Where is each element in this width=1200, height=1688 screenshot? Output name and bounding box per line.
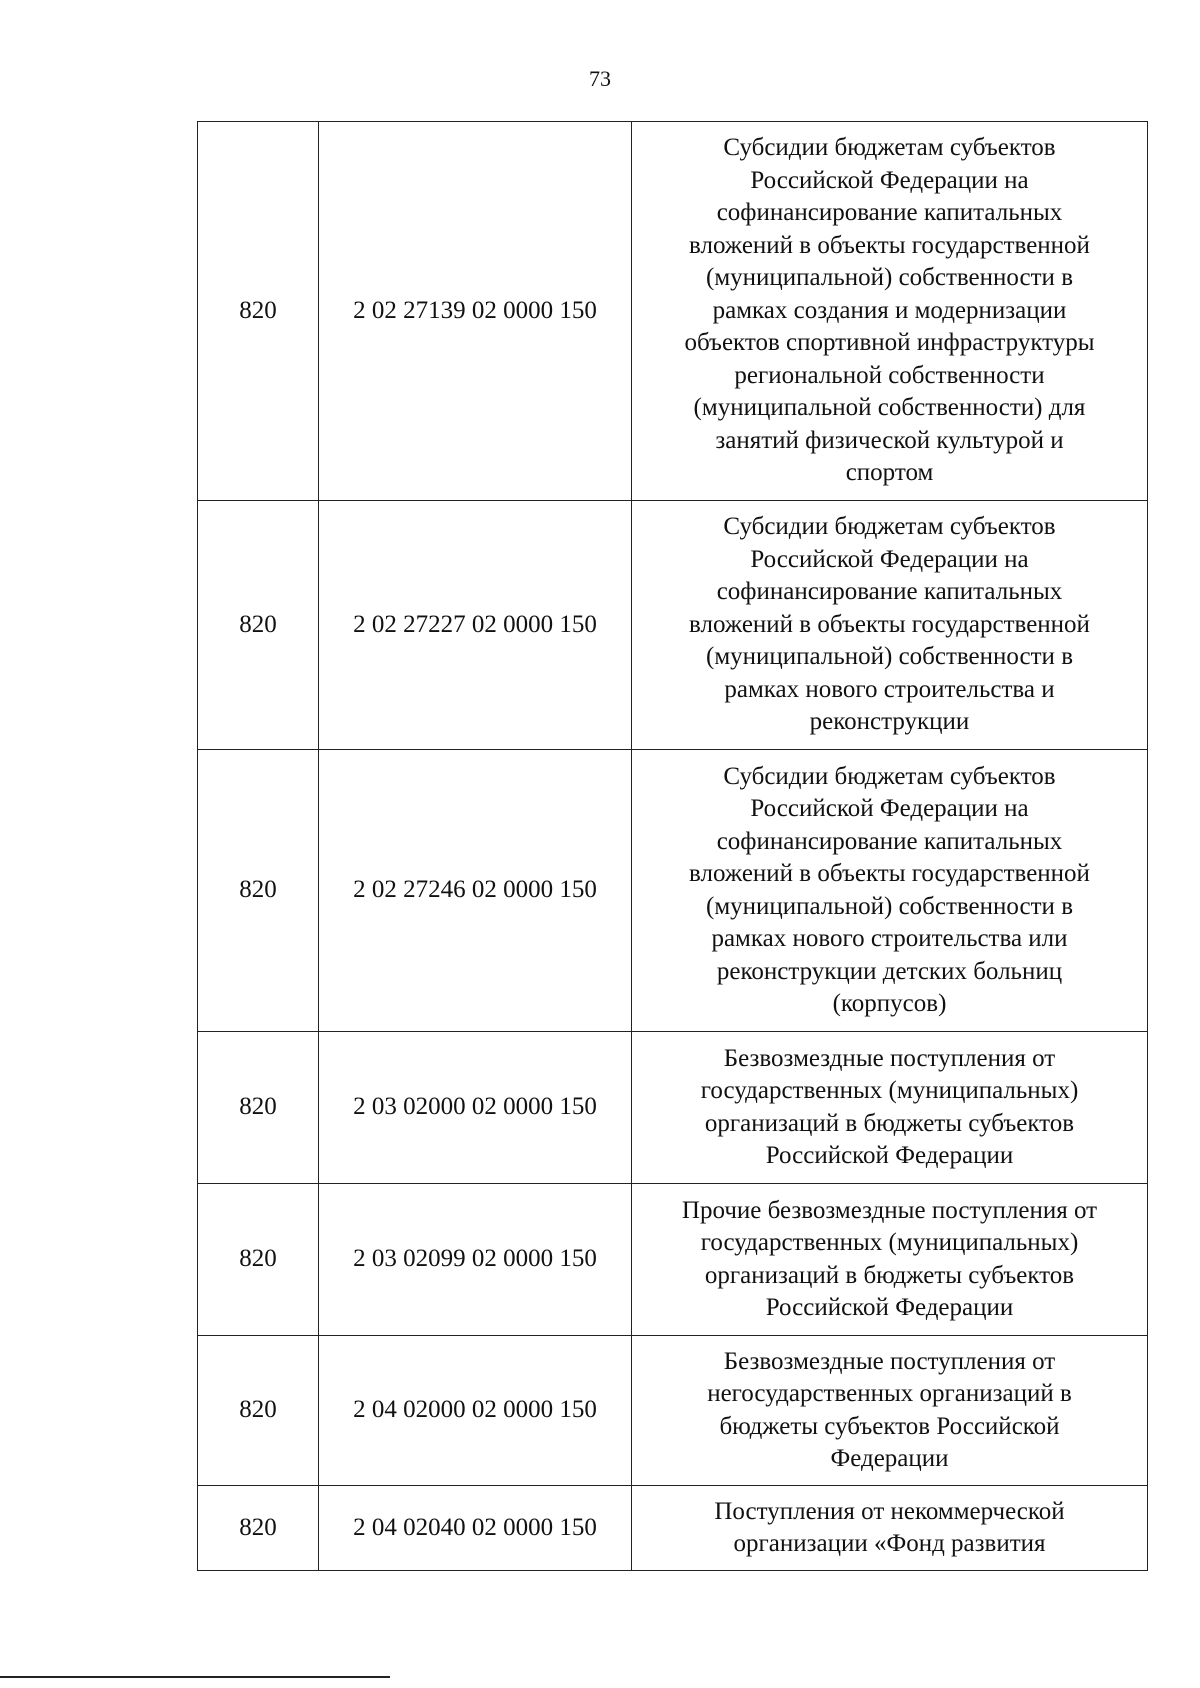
description-line: Безвозмездные поступления от: [723, 1347, 1056, 1375]
description-line: вложений в объекты государственной: [689, 860, 1090, 887]
description-line: организаций в бюджеты субъектов: [704, 1261, 1075, 1289]
description-line: Субсидии бюджетам субъектов: [723, 762, 1056, 790]
budget-code-cell: 2 02 27227 02 0000 150: [319, 501, 632, 750]
table-row: [198, 122, 1148, 501]
description-line: государственных (муниципальных): [700, 1229, 1079, 1256]
budget-code-cell: 2 04 02040 02 0000 150: [319, 1486, 632, 1571]
budget-code-cell: 2 04 02000 02 0000 150: [319, 1336, 632, 1486]
description-line: софинансирование капитальных: [716, 827, 1063, 855]
table-row: [198, 750, 1148, 1032]
description-line: Российской Федерации на: [750, 795, 1029, 822]
description-line: организаций в бюджеты субъектов: [704, 1109, 1075, 1137]
description-line: вложений в объекты государственной: [689, 610, 1090, 638]
budget-code-cell: 2 03 02000 02 0000 150: [319, 1032, 632, 1184]
description-line: рамках нового строительства или: [711, 925, 1068, 952]
description-cell: [632, 1486, 1148, 1571]
description-line: рамках нового строительства и: [724, 675, 1055, 703]
description-line: софинансирование капитальных: [716, 578, 1063, 606]
table-row: [198, 501, 1148, 750]
description-line: (муниципальной) собственности в: [706, 892, 1073, 920]
description-line: (корпусов): [832, 990, 947, 1017]
description-line: (муниципальной) собственности в: [706, 264, 1073, 292]
description-line: объектов спортивной инфраструктуры: [684, 329, 1095, 357]
description-line: (муниципальной собственности) для: [693, 394, 1086, 422]
description-cell: [632, 1184, 1148, 1336]
description-line: государственных (муниципальных): [700, 1077, 1079, 1104]
description-line: Российской Федерации на: [750, 166, 1029, 194]
description-line: Российской Федерации: [765, 1294, 1014, 1321]
description-line: Российской Федерации: [765, 1142, 1014, 1169]
description-line: региональной собственности: [734, 361, 1045, 389]
description-line: Субсидии бюджетам субъектов: [723, 134, 1056, 162]
page-number: 73: [589, 66, 611, 91]
description-line: софинансирование капитальных: [716, 199, 1063, 227]
description-line: организации «Фонд развития: [733, 1530, 1046, 1557]
description-cell: [632, 122, 1148, 501]
footer-rule: [0, 1676, 390, 1678]
description-line: Субсидии бюджетам субъектов: [723, 513, 1056, 541]
description-line: реконструкции: [809, 708, 970, 736]
table-row: [198, 1486, 1148, 1571]
description-line: бюджеты субъектов Российской: [719, 1412, 1060, 1440]
description-cell: [632, 501, 1148, 750]
description-line: Поступления от некоммерческой: [714, 1497, 1065, 1525]
description-cell: [632, 1032, 1148, 1184]
admin-code-cell: 820: [198, 501, 319, 750]
budget-code-cell: 2 02 27246 02 0000 150: [319, 750, 632, 1032]
description-line: Прочие безвозмездные поступления от: [681, 1196, 1098, 1224]
description-line: Безвозмездные поступления от: [723, 1044, 1056, 1072]
description-line: Российской Федерации на: [750, 545, 1029, 573]
description-line: негосударственных организаций в: [707, 1380, 1072, 1407]
admin-code-cell: 820: [198, 1032, 319, 1184]
admin-code-cell: 820: [198, 1336, 319, 1486]
description-cell: [632, 750, 1148, 1032]
admin-code-cell: 820: [198, 750, 319, 1032]
description-line: реконструкции детских больниц: [716, 957, 1063, 985]
table-row: [198, 1336, 1148, 1486]
table-row: [198, 1032, 1148, 1184]
description-line: вложений в объекты государственной: [689, 231, 1090, 259]
budget-code-cell: 2 03 02099 02 0000 150: [319, 1184, 632, 1336]
description-line: спортом: [845, 459, 934, 487]
description-line: рамках создания и модернизации: [712, 296, 1067, 324]
description-line: (муниципальной) собственности в: [706, 643, 1073, 671]
budget-codes-table: [197, 121, 1148, 1571]
admin-code-cell: 820: [198, 1486, 319, 1571]
description-cell: [632, 1336, 1148, 1486]
budget-code-cell: 2 02 27139 02 0000 150: [319, 122, 632, 501]
table-row: [198, 1184, 1148, 1336]
admin-code-cell: 820: [198, 122, 319, 501]
admin-code-cell: 820: [198, 1184, 319, 1336]
description-line: занятий физической культурой и: [715, 426, 1064, 454]
description-line: Федерации: [830, 1445, 949, 1472]
